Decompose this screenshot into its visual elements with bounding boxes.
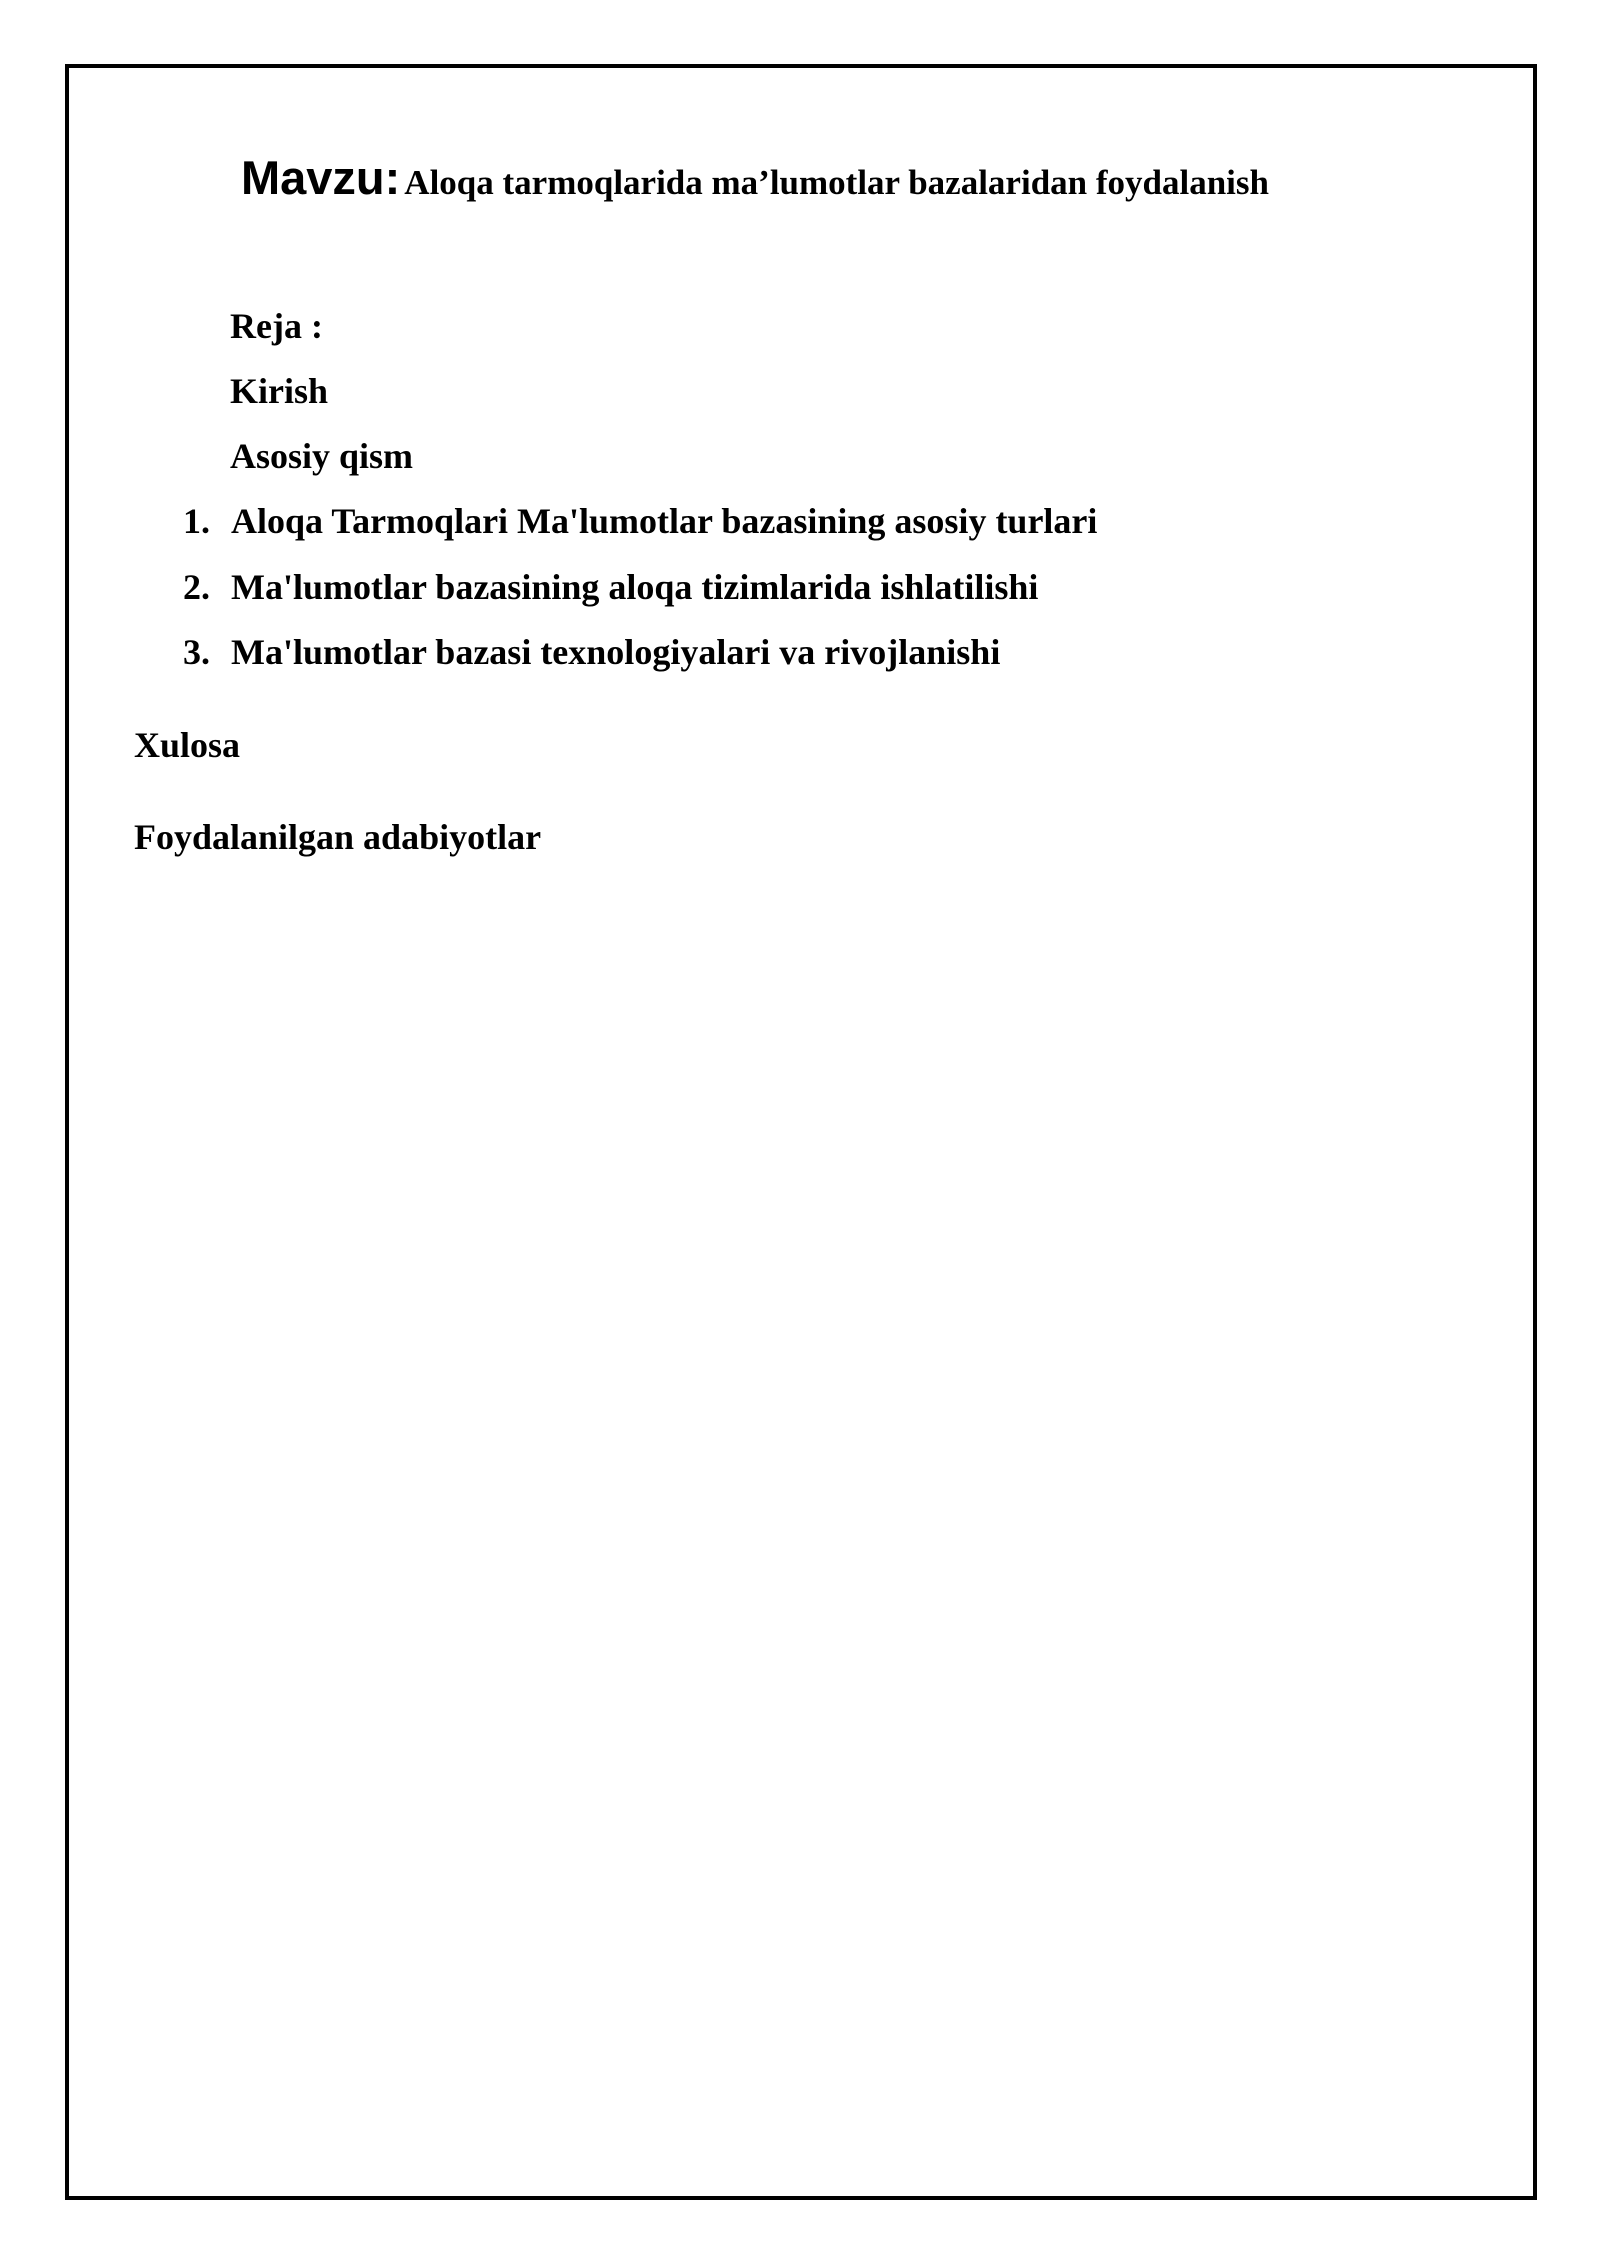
title-label: Mavzu:: [241, 151, 401, 204]
conclusion-item: Xulosa: [134, 725, 241, 765]
main-part-item: Asosiy qism: [230, 436, 414, 476]
title-text: Aloqa tarmoqlarida ma’lumotlar bazalaridan foydalanish: [404, 163, 1269, 202]
section-number-1: 1.: [183, 501, 210, 541]
document-title: [241, 150, 1269, 205]
plan-heading: Reja :: [230, 306, 323, 346]
intro-item: Kirish: [230, 371, 329, 411]
section-item-1: Aloqa Tarmoqlari Ma'lumotlar bazasining asosiy turlari: [231, 501, 1098, 541]
section-number-3: 3.: [183, 632, 210, 672]
references-item: Foydalanilgan adabiyotlar: [134, 817, 542, 857]
section-item-3: Ma'lumotlar bazasi texnologiyalari va rivojlanishi: [231, 632, 1001, 672]
section-number-2: 2.: [183, 567, 210, 607]
section-item-2: Ma'lumotlar bazasining aloqa tizimlarida ishlatilishi: [231, 567, 1039, 607]
